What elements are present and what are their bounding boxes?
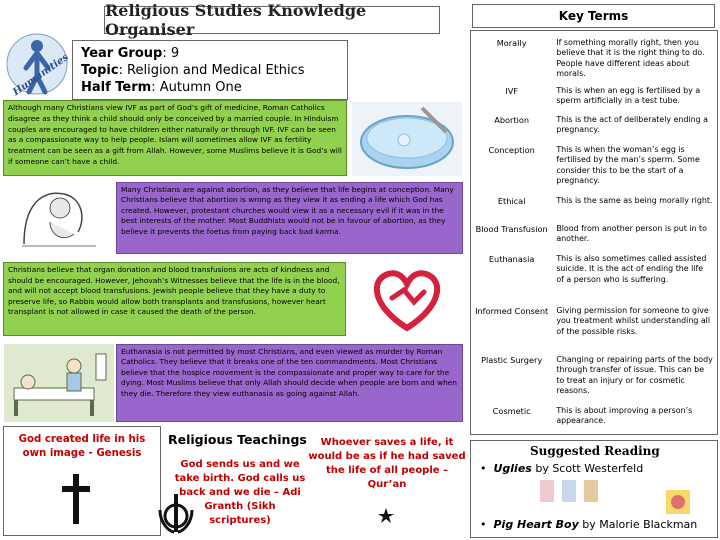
- key-term-definition: Giving permission for someone to give you treatment whilst understanding all of the possible risks.: [556, 306, 711, 336]
- topic-line: Topic: Religion and Medical Ethics: [81, 63, 305, 78]
- key-terms-table: [470, 30, 718, 435]
- key-term-definition: Changing or repairing parts of the body through transfer of issue. This can be to treat an injury or for cosmetic reasons.: [556, 355, 713, 396]
- religious-teachings-heading: Religious Teachings: [168, 432, 307, 447]
- genesis-quote: God created life in his own image - Genesis: [18, 434, 146, 459]
- book-author: by Scott Westerfeld: [531, 462, 644, 475]
- key-term-row: [471, 221, 717, 245]
- transfusion-text-box: Christians believe that organ donation and blood transfusions are acts of kindness and should be encouraged. However, Jehovah’s Witnesses believe that the life is in the blood, and will not accept blood transfusions. Jewish people believe that they have a duty to preserve life, so Rabbis would allow both transplants and transfusions, however heart transplant is not allowed in case it caused the death of the person.: [3, 262, 346, 336]
- book-item: • Uglies by Scott Westerfeld: [480, 462, 644, 475]
- key-term: Blood Transfusion: [475, 224, 548, 234]
- hospital-bed-image: [4, 344, 114, 422]
- key-term-definition: This is when the woman’s egg is fertilised by the man’s sperm. Some consider this to be the start of a pregnancy.: [556, 145, 700, 186]
- book-cover-icons: [540, 480, 600, 502]
- key-term: Informed Consent: [475, 306, 549, 316]
- petri-dish-image: [352, 102, 462, 176]
- key-term: Ethical: [497, 196, 526, 206]
- key-term-row: [471, 35, 717, 80]
- key-term: Conception: [488, 145, 535, 155]
- key-term: Plastic Surgery: [481, 355, 543, 365]
- key-term-definition: Blood from another person is put in to another.: [556, 224, 707, 244]
- key-term-definition: This is when an egg is fertilised by a sperm artificially in a test tube.: [556, 86, 701, 106]
- key-term-row: [471, 83, 717, 107]
- key-term: IVF: [505, 86, 519, 96]
- christian-cross-icon: [60, 474, 92, 524]
- sikh-quote: God sends us and we take birth. God calls us back and we die – Adi Granth (Sikh scriptures): [174, 459, 306, 526]
- quran-quote: Whoever saves a life, it would be as if he had saved the life of all people – Qur’an: [308, 437, 466, 490]
- key-term-row: [471, 303, 717, 337]
- crescent-star-icon: [360, 496, 396, 534]
- key-term-row: [471, 403, 717, 427]
- ivf-text-box: Although many Christians view IVF as part of God’s gift of medicine, Roman Catholics disagree as they think a child should only be conceived by a married couple. In Hinduism couples are encouraged to have children either naturally or through IVF. IVF can be seen as a compassionate way to help people. Islam will sometimes allow IVF as fertility treatment can be seen as a gift from Allah. However, some Muslims believe it is God’s will if someone can’t have a child.: [3, 100, 347, 176]
- key-term-definition: This is also sometimes called assisted suicide. It is the act of ending the life of a person who is suffering.: [556, 254, 707, 284]
- key-term-row: [471, 251, 717, 285]
- fetus-image: [4, 182, 114, 254]
- book-title: Pig Heart Boy: [493, 518, 579, 531]
- khanda-icon: [156, 490, 196, 536]
- key-term: Cosmetic: [492, 406, 531, 416]
- half-term-line: Half Term: Autumn One: [81, 80, 242, 95]
- info-box: [72, 40, 348, 100]
- key-term-row: [471, 142, 717, 187]
- page-title-box: [104, 1, 440, 39]
- key-term-definition: If something morally right, then you believe that it is the right thing to do. People have different ideas about morals.: [556, 38, 705, 79]
- book-item: • Pig Heart Boy by Malorie Blackman: [480, 518, 698, 531]
- heart-donation-icon: [352, 262, 462, 336]
- book-title: Uglies: [493, 462, 532, 475]
- key-term-row: [471, 112, 717, 136]
- abortion-text-box: Many Christians are against abortion, as they believe that life begins at conception. Many Christians believe that abortion is wrong as they view it as ending a life which God has created. However, protestant churches would view it as a necessary evil if it was in the best interests of the mother. Most Buddhists would not be in favour of abortion, as they believe it prevents the foetus from paying back bad karma.: [116, 182, 463, 254]
- key-term-row: [471, 193, 717, 206]
- key-term: Euthanasia: [488, 254, 535, 264]
- book-cover-icon: [666, 490, 690, 514]
- suggested-reading-title: Suggested Reading: [530, 444, 660, 458]
- key-term-row: [471, 352, 717, 397]
- book-author: by Malorie Blackman: [578, 518, 698, 531]
- humanities-logo: [4, 28, 70, 100]
- key-term-definition: This is the act of deliberately ending a pregnancy.: [556, 115, 709, 135]
- logo-text: Humanities: [11, 51, 70, 99]
- year-group-line: Year Group: 9: [81, 46, 180, 61]
- key-term-definition: This is about improving a person’s appearance.: [556, 406, 693, 426]
- key-term: Abortion: [494, 115, 530, 125]
- key-term-definition: This is the same as being morally right.: [556, 196, 713, 205]
- euthanasia-text-box: Euthanasia is not permitted by most Christians, and even viewed as murder by Roman Catholics. They believe that it breaks one of the ten commandments. Most Christians believe that the hospice movement is the compassionate and proper way to care for the dying. Most Muslims believe that only Allah should decide when people are born and when they die. Therefore they view euthanasia as going against Allah.: [116, 344, 463, 422]
- key-terms-title: Key Terms: [472, 4, 715, 28]
- key-term: Morally: [496, 38, 527, 48]
- page-title: Religious Studies Knowledge Organiser: [105, 1, 367, 39]
